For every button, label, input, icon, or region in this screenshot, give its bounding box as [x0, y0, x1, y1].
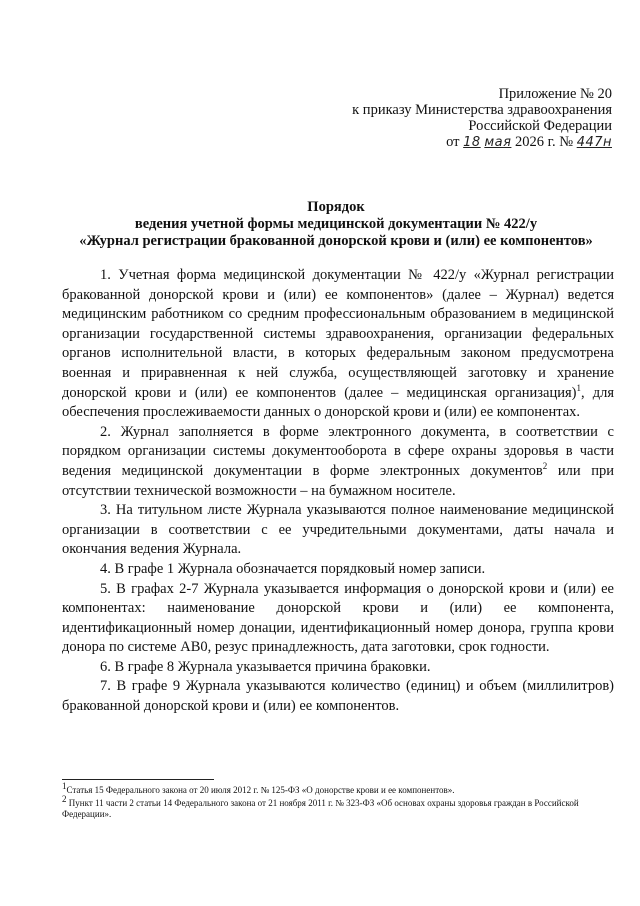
footnote-divider: [62, 779, 214, 780]
paragraph-1-text: 1. Учетная форма медицинской документации № 422/у «Журнал регистрации бракованной донорской крови и (или) ее компонентов» (далее – Журнал) ведется медицинским работником со средним профессиональным образованием в медицинской организации государственной системы здравоохранения, организации федеральных органов исполнительной власти, в которых федеральным законом предусмотрена военная и приравненная к ней служба, осуществляющей заготовку и хранение донорской крови и (или) ее компонентов (далее – медицинская организация): [62, 267, 614, 401]
handwritten-order-number: 447н: [576, 135, 612, 150]
paragraph-1: [62, 266, 614, 423]
paragraph-6: 6. В графе 8 Журнала указывается причина браковки.: [100, 658, 431, 675]
paragraph-7: 7. В графе 9 Журнала указываются количество (единиц) и объем (миллилитров) бракованной донорской крови и (или) ее компонентов.: [62, 678, 614, 715]
footnotes: [62, 781, 616, 822]
appendix-country: Российской Федерации: [468, 118, 612, 134]
footnote-1: [62, 781, 616, 797]
handwritten-month: мая: [484, 135, 512, 150]
handwritten-day: 18: [463, 135, 481, 150]
footnote-1-mark: 1: [62, 781, 67, 791]
appendix-number: Приложение № 20: [498, 86, 612, 102]
document-body: [62, 266, 614, 717]
footnote-ref-2: 2: [542, 461, 548, 472]
paragraph-3: 3. На титульном листе Журнала указываются полное наименование медицинской организации в соответствии с ее учредительными документами, даты начала и окончания ведения Журнала.: [62, 502, 614, 558]
footnote-1-text: Статья 15 Федерального закона от 20 июля 2012 г. № 125-ФЗ «О донорстве крови и ее компонентов».: [66, 785, 455, 795]
paragraph-2-tail: или при отсутствии технической возможности – на бумажном носителе.: [62, 462, 614, 499]
appendix-order-ref: к приказу Министерства здравоохранения: [352, 102, 612, 118]
document-title: [40, 199, 632, 250]
title-line-1: Порядок: [307, 199, 365, 215]
title-line-3: «Журнал регистрации бракованной донорской крови и (или) ее компонентов»: [79, 233, 593, 249]
footnote-2-mark: 2: [62, 793, 67, 804]
paragraph-5: 5. В графах 2-7 Журнала указывается информация о донорской крови и (или) ее компонентах: наименование донорской крови и (или) ее компонента, идентификационный номер донации, идентификационный номер донора, группа крови донора по системе АВ0, резус принадлежность, дата заготовки, срок годности.: [62, 580, 614, 656]
footnote-ref-1: 1: [576, 382, 581, 393]
footnote-2-text: Пункт 11 части 2 статьи 14 Федерального закона от 21 ноября 2011 г. № 323-ФЗ «Об основах охраны здоровья граждан в Российской Федерации».: [62, 797, 579, 819]
paragraph-4: 4. В графе 1 Журнала обозначается порядковый номер записи.: [100, 560, 486, 577]
title-line-2: ведения учетной формы медицинской документации № 422/у: [134, 216, 538, 232]
date-prefix: от: [446, 134, 460, 150]
date-year: 2026 г. №: [515, 134, 574, 150]
appendix-date-line: [312, 134, 612, 151]
paragraph-2: [62, 423, 614, 501]
paragraph-2-text: 2. Журнал заполняется в форме электронного документа, в соответствии с порядком организации системы документооборота в сфере охраны здоровья в части ведения медицинской документации в форме электронных документов: [62, 423, 614, 479]
appendix-header: [312, 86, 612, 151]
paragraph-1-tail: , для обеспечения прослеживаемости данных о донорской крови и (или) ее компонентах.: [62, 384, 614, 421]
footnote-2: [62, 793, 616, 821]
